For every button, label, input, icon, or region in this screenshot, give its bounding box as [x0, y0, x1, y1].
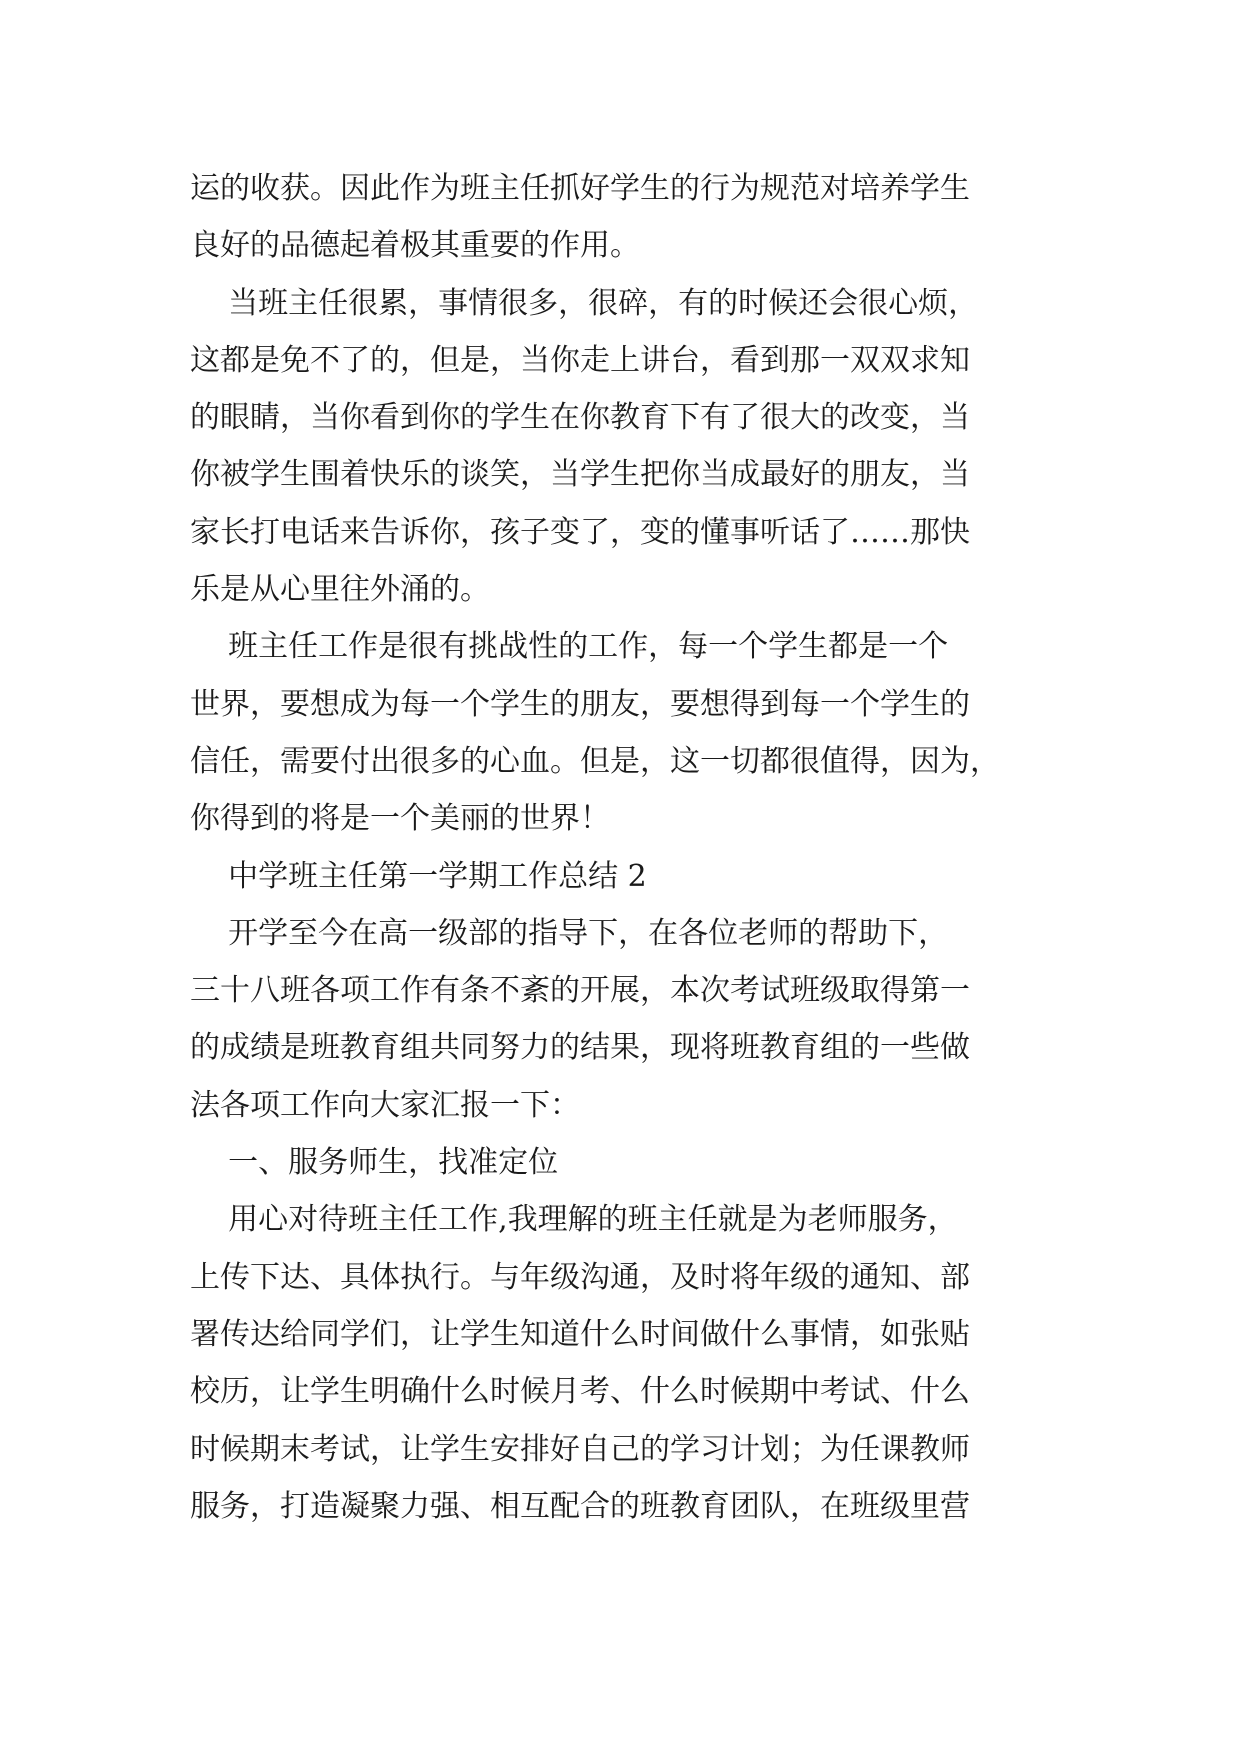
text-line: 上传下达、具体执行。与年级沟通，及时将年级的通知、部 — [190, 1259, 970, 1295]
text-line: 信任，需要付出很多的心血。但是，这一切都很值得，因为， — [190, 743, 1000, 779]
document-body — [190, 160, 1050, 1535]
text-line: 班主任工作是很有挑战性的工作，每一个学生都是一个 — [190, 629, 949, 665]
text-line: 的眼睛，当你看到你的学生在你教育下有了很大的改变，当 — [190, 400, 970, 436]
text-line: 三十八班各项工作有条不紊的开展，本次考试班级取得第一 — [190, 973, 970, 1009]
section-heading: 中学班主任第一学期工作总结 2 — [190, 858, 647, 894]
text-line: 你被学生围着快乐的谈笑，当学生把你当成最好的朋友，当 — [190, 457, 970, 493]
text-line: 时候期末考试，让学生安排好自己的学习计划；为任课教师 — [190, 1431, 970, 1467]
text-line: 的成绩是班教育组共同努力的结果，现将班教育组的一些做 — [190, 1030, 970, 1066]
text-line: 运的收获。因此作为班主任抓好学生的行为规范对培养学生 — [190, 171, 970, 206]
text-line: 家长打电话来告诉你，孩子变了，变的懂事听话了……那快 — [190, 514, 970, 550]
text-line: 开学至今在高一级部的指导下，在各位老师的帮助下， — [190, 915, 949, 951]
text-line: 当班主任很累，事情很多，很碎，有的时候还会很心烦， — [190, 285, 979, 321]
subsection-heading: 一、服务师生，找准定位 — [190, 1145, 559, 1181]
text-line: 服务，打造凝聚力强、相互配合的班教育团队，在班级里营 — [190, 1488, 970, 1524]
text-line: 世界，要想成为每一个学生的朋友，要想得到每一个学生的 — [190, 686, 970, 722]
text-line: 用心对待班主任工作,我理解的班主任就是为老师服务， — [190, 1202, 958, 1238]
text-line: 署传达给同学们，让学生知道什么时间做什么事情，如张贴 — [190, 1316, 970, 1352]
text-line: 乐是从心里往外涌的。 — [190, 572, 490, 608]
text-line: 良好的品德起着极其重要的作用。 — [190, 228, 640, 264]
text-line: 校历，让学生明确什么时候月考、什么时候期中考试、什么 — [190, 1374, 970, 1410]
text-line: 你得到的将是一个美丽的世界！ — [190, 801, 610, 837]
text-line: 这都是免不了的，但是，当你走上讲台，看到那一双双求知 — [190, 342, 970, 378]
text-line: 法各项工作向大家汇报一下： — [190, 1087, 580, 1123]
